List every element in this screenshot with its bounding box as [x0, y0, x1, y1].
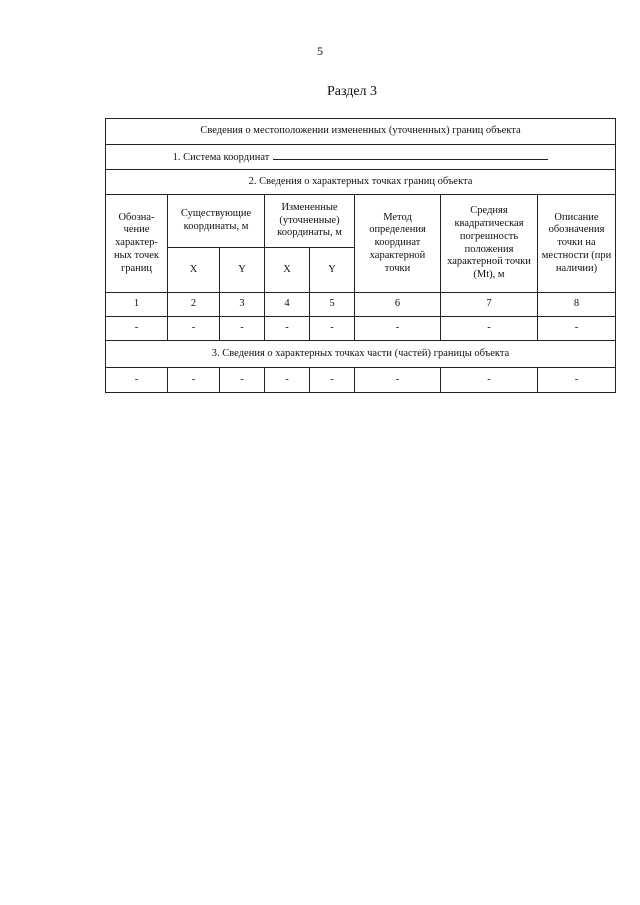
table-cell: -: [355, 368, 441, 393]
table-cell: -: [538, 368, 616, 393]
header-accuracy: Средняя квадратическая погрешность положения характерной точки (Mt), м: [441, 195, 538, 293]
table-cell: -: [265, 317, 310, 341]
header-description: Описание обозначения точки на местности (при наличии): [538, 195, 616, 293]
table-cell: -: [310, 368, 355, 393]
table-cell: -: [168, 317, 220, 341]
table-cell: -: [441, 368, 538, 393]
header-method: Метод определения координат характерной точки: [355, 195, 441, 293]
column-number-row: [106, 293, 616, 317]
header-existing-coords: Существующие координаты, м: [168, 195, 265, 248]
table-cell: -: [106, 368, 168, 393]
table-cell: -: [220, 368, 265, 393]
table-cell: -: [310, 317, 355, 341]
header-changed-x: X: [265, 248, 310, 293]
table-cell: -: [265, 368, 310, 393]
table-cell: -: [538, 317, 616, 341]
table-cell: -: [355, 317, 441, 341]
table-title: Сведения о местоположении измененных (уточненных) границ объекта: [106, 119, 616, 145]
column-number: 6: [355, 293, 441, 317]
header-changed-coords: Измененные (уточненные) координаты, м: [265, 195, 355, 248]
coord-system-label: 1. Система координат: [172, 151, 270, 163]
table-row: [106, 317, 616, 341]
header-point-designation: Обозна- чение характер- ных точек границ: [106, 195, 168, 293]
header-existing-x: X: [168, 248, 220, 293]
coord-system-blank: [273, 150, 548, 160]
column-number: 1: [106, 293, 168, 317]
table-cell: -: [168, 368, 220, 393]
column-number: 4: [265, 293, 310, 317]
header-changed-y: Y: [310, 248, 355, 293]
column-number: 7: [441, 293, 538, 317]
table-cell: -: [220, 317, 265, 341]
column-number: 2: [168, 293, 220, 317]
page-number: 5: [317, 44, 323, 58]
table-row: [106, 368, 616, 393]
coord-system-row: [106, 145, 616, 170]
boundary-table: [105, 118, 616, 393]
column-number: 8: [538, 293, 616, 317]
section-title: Раздел 3: [326, 84, 378, 99]
table-cell: -: [106, 317, 168, 341]
part3-label: 3. Сведения о характерных точках части (частей) границы объекта: [106, 341, 616, 368]
header-existing-y: Y: [220, 248, 265, 293]
column-number: 5: [310, 293, 355, 317]
part2-label: 2. Сведения о характерных точках границ объекта: [106, 170, 616, 195]
column-number: 3: [220, 293, 265, 317]
table-cell: -: [441, 317, 538, 341]
